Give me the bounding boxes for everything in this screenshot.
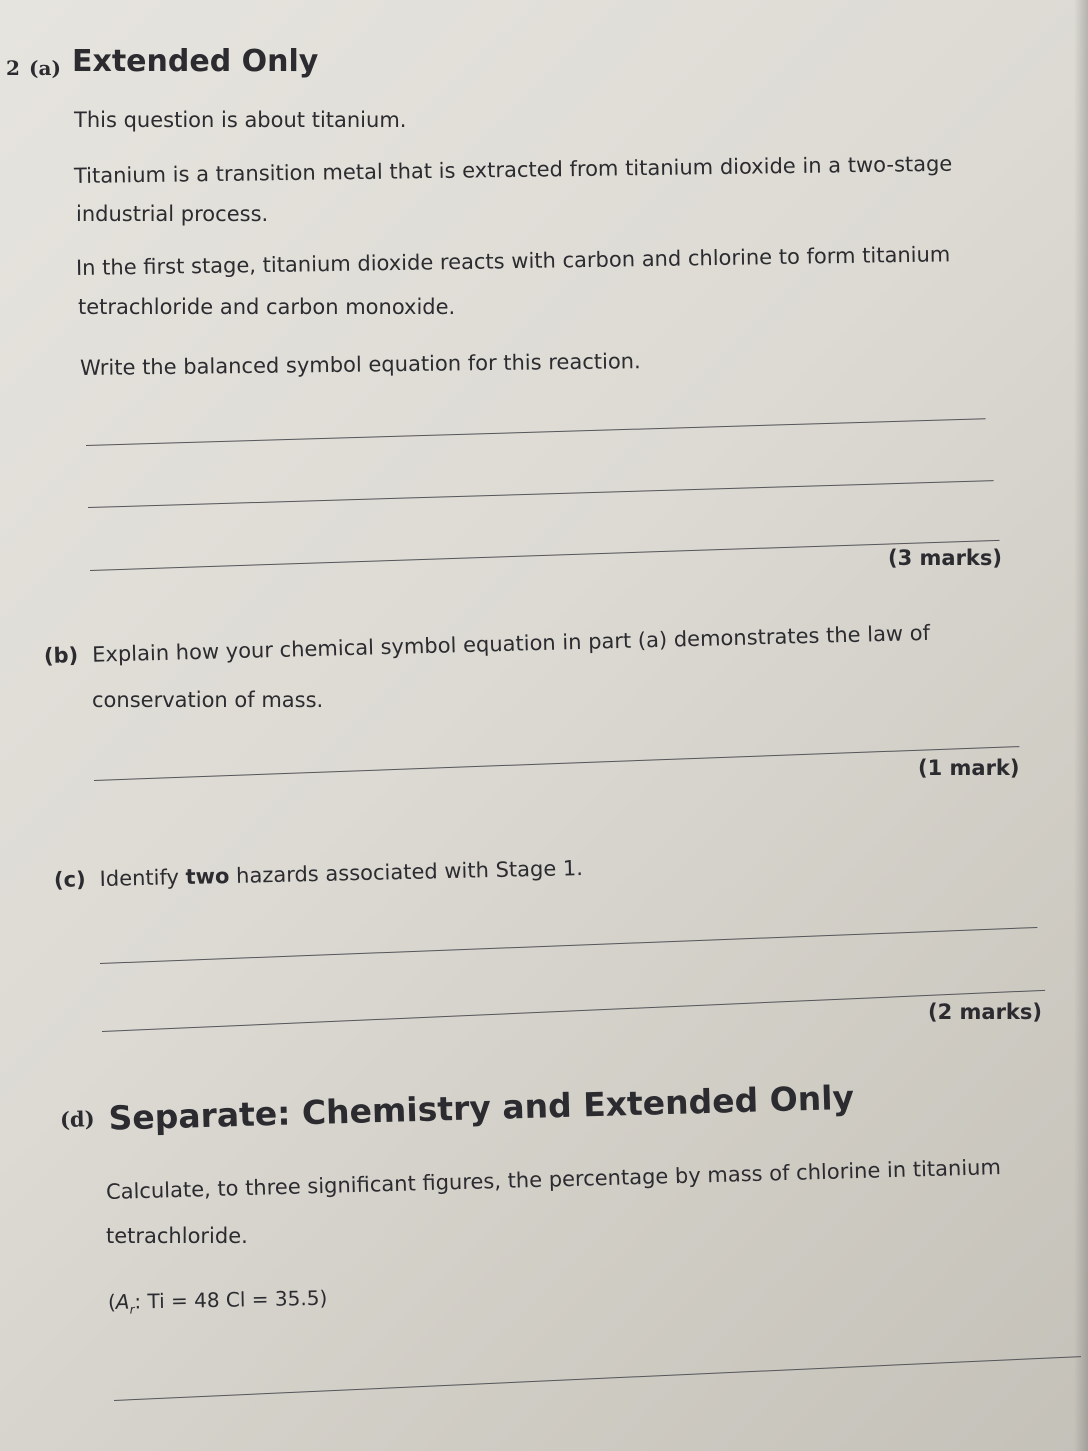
answer-line-c-2[interactable] bbox=[102, 990, 1045, 1032]
relative-atomic-mass-data bbox=[108, 1286, 328, 1317]
paragraph-2-line-1: In the first stage, titanium dioxide reacts with carbon and chlorine to form titanium bbox=[75, 242, 951, 280]
part-b-line-2: conservation of mass. bbox=[92, 688, 324, 712]
paragraph-2-line-2: tetrachloride and carbon monoxide. bbox=[78, 295, 456, 319]
paragraph-1-line-2: industrial process. bbox=[76, 202, 269, 226]
answer-line-c-1[interactable] bbox=[100, 927, 1037, 964]
question-header bbox=[6, 56, 61, 80]
part-c-text-after: hazards associated with Stage 1. bbox=[229, 855, 584, 889]
intro-text: This question is about titanium. bbox=[74, 108, 407, 132]
marks-a: (3 marks) bbox=[888, 546, 1002, 570]
answer-line-d-1[interactable] bbox=[114, 1356, 1081, 1401]
part-a-label: (a) bbox=[29, 56, 61, 80]
part-d-label: (d) bbox=[59, 1106, 95, 1132]
part-c-line bbox=[54, 856, 583, 892]
part-c-label: (c) bbox=[53, 867, 86, 892]
part-c-text-before: Identify bbox=[99, 865, 186, 891]
part-d-line-1: Calculate, to three significant figures, the percentage by mass of chlorine in titanium bbox=[105, 1155, 1002, 1204]
part-d-heading-row bbox=[59, 1078, 854, 1139]
data-values: : Ti = 48 Cl = 35.5) bbox=[134, 1285, 328, 1314]
data-ar-symbol: A bbox=[115, 1289, 130, 1314]
part-c-text-bold: two bbox=[185, 864, 230, 890]
answer-line-a-3[interactable] bbox=[90, 540, 1000, 571]
marks-c: (2 marks) bbox=[928, 1000, 1042, 1024]
page-edge-shadow bbox=[1074, 0, 1088, 1451]
answer-line-a-2[interactable] bbox=[88, 480, 994, 508]
part-b-label: (b) bbox=[43, 643, 79, 668]
paragraph-1-line-1: Titanium is a transition metal that is extracted from titanium dioxide in a two-stage bbox=[73, 151, 953, 188]
question-number: 2 bbox=[6, 56, 20, 80]
answer-line-a-1[interactable] bbox=[86, 418, 986, 446]
data-ar-subscript: r bbox=[129, 1302, 135, 1317]
part-d-heading: Separate: Chemistry and Extended Only bbox=[107, 1077, 855, 1138]
part-b-text: Explain how your chemical symbol equation in part (a) demonstrates the law of bbox=[91, 620, 931, 667]
part-a-instruction: Write the balanced symbol equation for this reaction. bbox=[79, 349, 641, 380]
data-open-paren: ( bbox=[107, 1289, 117, 1314]
extended-only-heading: Extended Only bbox=[72, 44, 319, 79]
part-b-line-1 bbox=[44, 621, 931, 668]
part-d-line-2: tetrachloride. bbox=[106, 1224, 248, 1248]
marks-b: (1 mark) bbox=[918, 756, 1020, 780]
answer-line-b-1[interactable] bbox=[94, 746, 1019, 781]
